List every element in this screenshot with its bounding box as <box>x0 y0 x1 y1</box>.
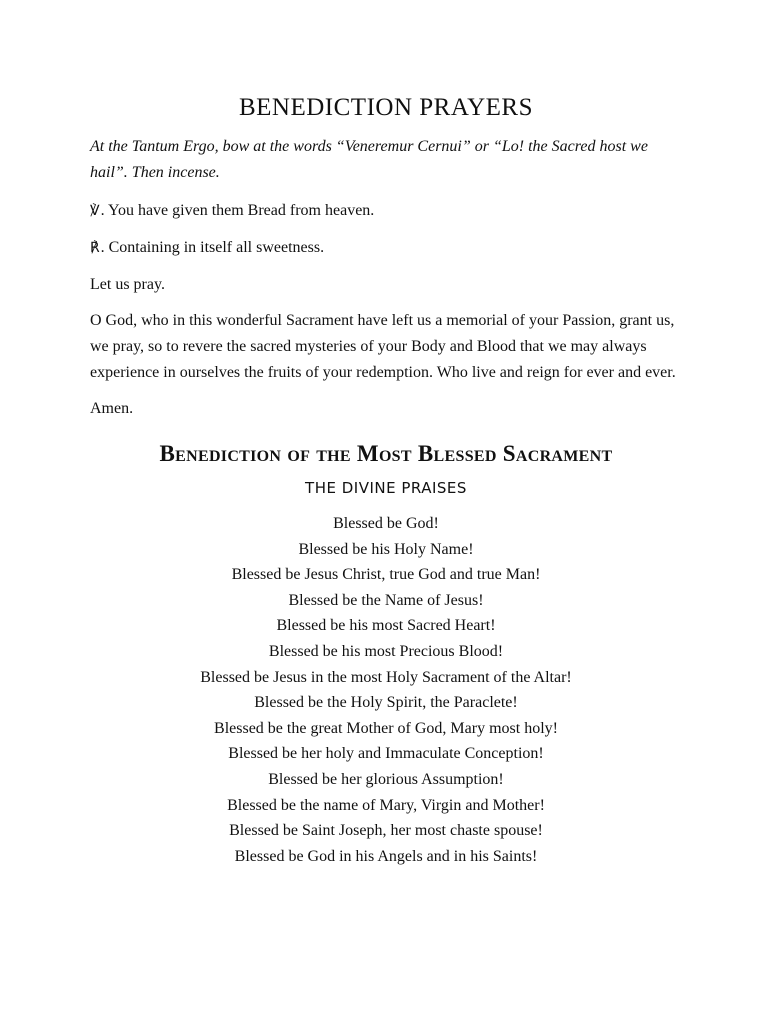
let-us-pray: Let us pray. <box>90 276 165 293</box>
section-subheading: THE DIVINE PRAISES <box>305 479 467 497</box>
list-item: Blessed be her glorious Assumption! <box>268 770 504 788</box>
list-item: Blessed be God in his Angels and in his Saints! <box>234 847 538 865</box>
rubric-instruction: At the Tantum Ergo, bow at the words “Veneremur Cernui” or “Lo! the Sacred host we hail”. Then incense. <box>90 138 648 181</box>
list-item: Blessed be Jesus in the most Holy Sacrament of the Altar! <box>200 668 572 686</box>
list-item: Blessed be God! <box>333 515 439 532</box>
list-item: Blessed be the Holy Spirit, the Paraclete! <box>254 694 518 712</box>
page-title: BENEDICTION PRAYERS <box>238 94 534 121</box>
list-item: Blessed be Saint Joseph, her most chaste spouse! <box>229 822 543 840</box>
section-heading: Benediction of the Most Blessed Sacrament <box>159 441 613 466</box>
response-line <box>90 235 682 262</box>
list-item: Blessed be his most Precious Blood! <box>268 642 504 660</box>
document-page <box>90 94 682 869</box>
response-symbol: ℟ <box>90 241 100 256</box>
list-item: Blessed be her holy and Immaculate Conception! <box>228 745 544 763</box>
collect-prayer: O God, who in this wonderful Sacrament have left us a memorial of your Passion, grant us, we pray, so to revere the sacred mysteries of your Body and Blood that we may always experience in ourselves the fruits of your redemption. Who live and reign for ever and ever. <box>90 312 676 381</box>
versicle-line <box>90 198 682 225</box>
divine-praises-list <box>90 511 682 869</box>
list-item: Blessed be the Name of Jesus! <box>288 591 484 609</box>
versicle-text: . You have given them Bread from heaven. <box>100 202 375 219</box>
list-item: Blessed be his Holy Name! <box>298 540 474 558</box>
amen: Amen. <box>90 400 134 417</box>
list-item: Blessed be Jesus Christ, true God and true Man! <box>231 566 541 584</box>
list-item: Blessed be the name of Mary, Virgin and Mother! <box>227 796 545 814</box>
versicle-symbol: ℣ <box>90 204 100 219</box>
response-text: . Containing in itself all sweetness. <box>100 239 325 256</box>
list-item: Blessed be his most Sacred Heart! <box>276 617 496 635</box>
list-item: Blessed be the great Mother of God, Mary most holy! <box>214 719 558 737</box>
